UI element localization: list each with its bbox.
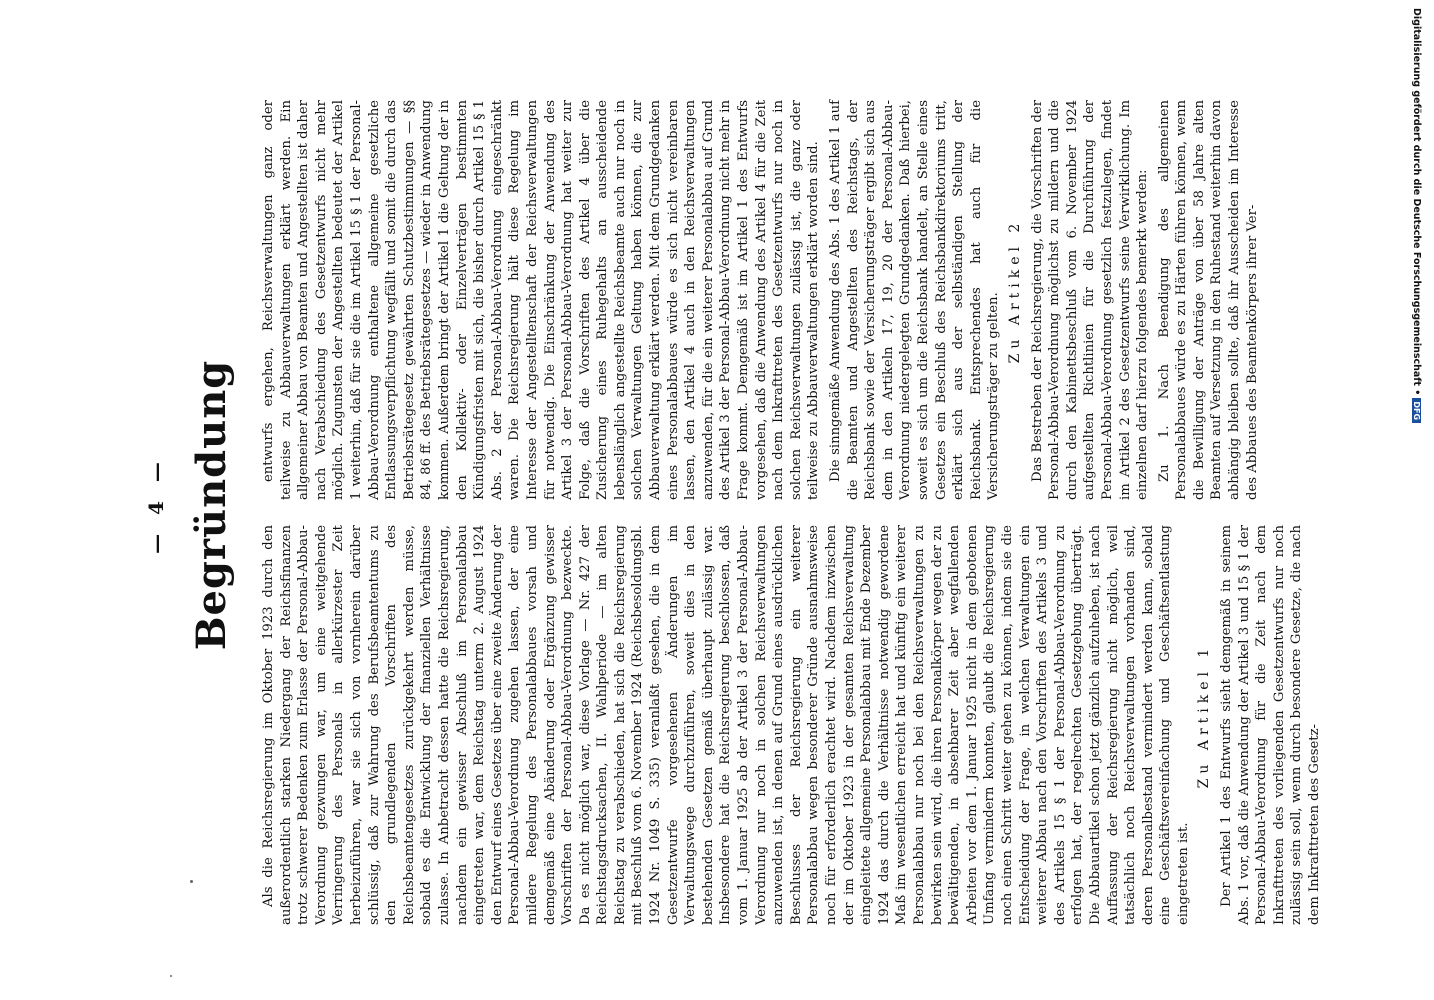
left-text-column xyxy=(260,525,1323,925)
scan-speck xyxy=(170,975,172,977)
rotated-document-page xyxy=(140,85,1323,925)
page-number: — 4 — xyxy=(144,456,168,554)
section-heading: Zu Artikel 2 xyxy=(1006,218,1023,364)
paragraph: Die sinngemäße Anwendung des Abs. 1 des Artikel 1 auf die Beamten und Angestellten des Reichstags, der Reichsbank sowie der Versicherungsträger ergibt sich aus dem in den Artikeln 17, 19, 20 der Personal-Abbau-Verordnung niedergelegten Grundgedanken. Daß hierbei, soweit es sich um die Reichsbank handelt, an Stelle eines Gesetzes ein Beschluß des Reichsbankdirektoriums tritt, erklärt sich aus der selbständigen Stellung der Reichsbank. Entsprechendes hat auch für die Versicherungsträger zu gelten. xyxy=(828,100,1002,500)
paragraph: Das Bestreben der Reichsregierung, die Vorschriften der Personal-Abbau-Verordnung möglichst zu mildern und die durch den Kabinettsbeschluß vom 6. November 1924 aufgestellten Richtlinien für die Durchführung der Personal-Abbau-Verordnung gesetzlich festzulegen, findet im Artikel 2 des Gesetzentwurfs seine Verwirklichung. Im einzelnen darf hierzu folgendes bemerkt werden: xyxy=(1029,100,1151,500)
dfg-logo-badge: DFG xyxy=(1412,398,1421,423)
page-title: Begründung xyxy=(188,359,235,651)
paragraph: entwurfs ergehen, Reichsverwaltungen ganz oder teilweise zu Abbauverwaltungen erklärt werden. Ein allgemeiner Abbau von Beamten und Angestellten ist daher nach Verabschiedung des Gesetzentwurfs nicht mehr möglich. Zugunsten der Angestellten bedeutet der Artikel 1 weiterhin, daß für sie die im Artikel 15 § 1 der Personal-Abbau-Verordnung enthaltene allgemeine gesetzliche Entlassungsverpflichtung wegfällt und somit die durch das Betriebsrätegesetz gewährten Schutzbestimmungen — §§ 84, 86 ff. des Betriebsrätegesetzes — wieder in Anwendung kommen. Außerdem bringt der Artikel 1 die Geltung der in den Kollektiv- oder Einzelverträgen bestimmten Kündigungsfristen mit sich, die bisher durch Artikel 15 § 1 Abs. 2 der Personal-Abbau-Verordnung eingeschränkt waren. Die Reichsregierung hält diese Regelung im Interesse der Angestelltenschaft der Reichsverwaltungen für notwendig. Die Einschränkung der Anwendung des Artikel 3 der Personal-Abbau-Verordnung hat weiter zur Folge, daß die Vorschriften des Artikel 4 über die Zusicherung eines Ruhegehalts an ausscheidende lebenslänglich angestellte Reichsbeamte auch nur noch in solchen Verwaltungen Geltung haben können, die zur Abbauverwaltung erklärt werden. Mit dem Grundgedanken eines Personalabbaues würde es sich nicht vereinbaren lassen, den Artikel 4 auch in den Reichsverwaltungen anzuwenden, für die ein weiterer Personalabbau auf Grund des Artikel 3 der Personal-Abbau-Verordnung nicht mehr in Frage kommt. Demgemäß ist im Artikel 1 des Entwurfs vorgesehen, daß die Anwendung des Artikel 4 für die Zeit nach dem Inkrafttreten des Gesetzentwurfs nur noch in solchen Reichsverwaltungen zulässig ist, die ganz oder teilweise zu Abbauverwaltungen erklärt worden sind. xyxy=(261,100,822,500)
paragraph: Als die Reichsregierung im Oktober 1923 durch den außerordentlich starken Niedergang der Reichsfinanzen trotz schwerer Bedenken zum Erlasse der Personal-Abbau-Verordnung gezwungen war, um eine weitgehende Verringerung des Personals in allerkürzester Zeit herbeizuführen, war sie sich von vornherein darüber schlüssig, daß zur Wahrung des Berufsbeamtentums zu den grundlegenden Vorschriften des Reichsbeamtengesetzes zurückgekehrt werden müsse, sobald es die Entwicklung der finanziellen Verhältnisse zulasse. In Anbetracht dessen hatte die Reichsregierung, nachdem ein gewisser Abschluß im Personalabbau eingetreten war, dem Reichstag unterm 2. August 1924 den Entwurf eines Gesetzes über eine zweite Änderung der Personal-Abbau-Verordnung zugehen lassen, der eine mildere Regelung des Personalabbaues vorsah und demgemäß eine Abänderung oder Ergänzung gewisser Vorschriften der Personal-Abbau-Verordnung bezweckte. Da es nicht möglich war, diese Vorlage — Nr. 427 der Reichstagsdrucksachen, II. Wahlperiode — im alten Reichstag zu verabschieden, hat sich die Reichsregierung mit Beschluß vom 6. November 1924 (Reichsbesoldungsbl. 1924 Nr. 1049 S. 335) veranlaßt gesehen, die in dem Gesetzentwurfe vorgesehenen Änderungen im Verwaltungswege durchzuführen, soweit dies in den bestehenden Gesetzen gemäß überhaupt zulässig war. Insbesondere hat die Reichsregierung beschlossen, daß vom 1. Januar 1925 ab der Artikel 3 der Personal-Abbau-Verordnung nur noch in solchen Reichsverwaltungen anzuwenden ist, in denen auf Grund eines ausdrücklichen Beschlusses der Reichsregierung ein weiterer Personalabbau wegen besonderer Gründe ausnahmsweise noch für erforderlich erachtet wird. Nachdem inzwischen der im Oktober 1923 in der gesamten Reichsverwaltung eingeleitete allgemeine Personalabbau mit Ende Dezember 1924 das durch die Verhältnisse notwendig gewordene Maß im wesentlichen erreicht hat und künftig ein weiterer Personalabbau nur noch bei den Reichsverwaltungen zu bewirken sein wird, die ihren Personalkörper wegen der zu bewältigenden, in absehbarer Zeit aber wegfallenden Arbeiten vor dem 1. Januar 1925 nicht in dem gebotenen Umfang vermindern konnten, glaubt die Reichsregierung noch einen Schritt weiter gehen zu können, indem sie die Entscheidung der Frage, in welchen Verwaltungen ein weiterer Abbau nach den Vorschriften des Artikels 3 und des Artikels 15 § 1 der Personal-Abbau-Verordnung zu erfolgen hat, der regelrechten Gesetzgebung überträgt. Die Abbauartikel schon jetzt gänzlich aufzuheben, ist nach Auffassung der Reichsregierung nicht möglich, weil tatsächlich noch Reichsverwaltungen vorhanden sind, deren Personalbestand vermindert werden kann, sobald eine Geschäftsvereinfachung und Geschäftsentlastung eingetreten ist. xyxy=(261,525,1191,925)
paragraph: Der Artikel 1 des Entwurfs sieht demgemäß in seinem Abs. 1 vor, daß die Anwendung der Artikel 3 und 15 § 1 der Personal-Abbau-Verordnung für die Zeit nach dem Inkrafttreten des vorliegenden Gesetzentwurfs nur noch zulässig sein soll, wenn durch besondere Gesetze, die nach dem Inkrafttreten des Gesetz- xyxy=(1219,525,1323,925)
paragraph: Zu 1. Nach Beendigung des allgemeinen Personalabbaues würde es zu Härten führen können, wenn die Bewilligung der Anträge von über 58 Jahre alten Beamten auf Versetzung in den Ruhestand weiterhin davon abhängig bleiben sollte, daß ihr Ausscheiden im Interesse des Abbaues des Beamtenkörpers ihrer Ver- xyxy=(1156,100,1260,500)
credit-text: Digitalisierung gefördert durch die Deutsche Forschungsgemeinschaft • xyxy=(1411,8,1422,396)
digitization-credit xyxy=(1411,8,1422,423)
right-text-column xyxy=(260,100,1270,500)
section-heading: Zu Artikel 1 xyxy=(1196,643,1213,789)
scan-speck xyxy=(190,880,193,883)
